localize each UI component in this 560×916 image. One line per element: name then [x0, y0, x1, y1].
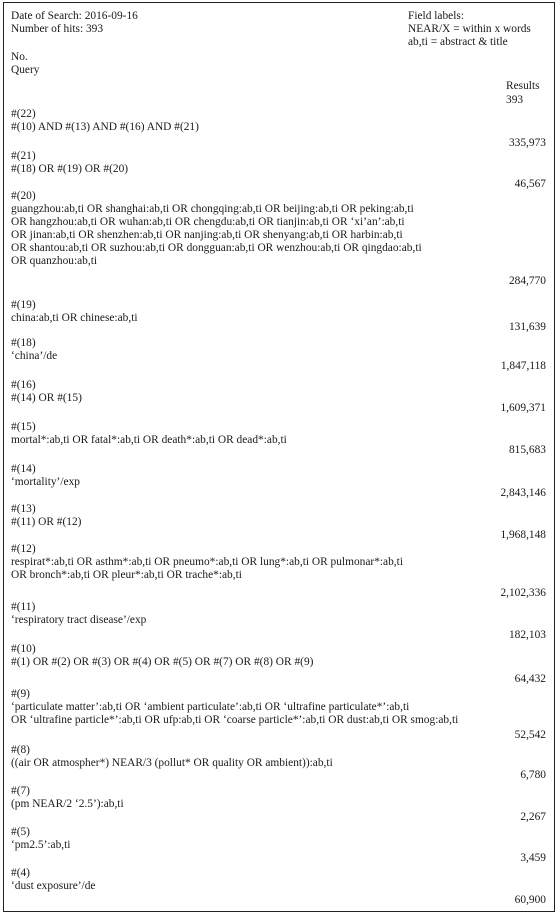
field-label-near: NEAR/X = within x words: [408, 23, 531, 35]
query-number: #(15): [11, 421, 36, 433]
query-text-line: guangzhou:ab,ti OR shanghai:ab,ti OR chongqing:ab,ti OR beijing:ab,ti OR peking:ab,ti: [11, 203, 414, 215]
query-text-line: #(14) OR #(15): [11, 392, 82, 404]
query-number: #(8): [11, 744, 30, 756]
result-count: 131,639: [508, 321, 546, 333]
field-labels-title: Field labels:: [408, 10, 464, 22]
result-count: 6,780: [520, 769, 546, 781]
query-number: #(18): [11, 337, 36, 349]
result-count: 2,267: [520, 811, 546, 823]
result-count: 1,968,148: [500, 529, 546, 541]
query-text-line: respirat*:ab,ti OR asthm*:ab,ti OR pneumo*:ab,ti OR lung*:ab,ti OR pulmonar*:ab,ti: [11, 556, 403, 568]
query-number: #(14): [11, 463, 36, 475]
query-text-line: ‘dust exposure’/de: [11, 880, 96, 892]
result-count: 52,542: [514, 729, 546, 741]
column-header-no: No.: [11, 51, 28, 63]
query-number: #(4): [11, 867, 30, 879]
result-count: 284,770: [508, 275, 546, 287]
result-count: 335,973: [508, 137, 546, 149]
query-text-line: OR ‘ultrafine particle*’:ab,ti OR ufp:ab,ti OR ‘coarse particle*’:ab,ti OR dust:ab,ti OR smog:ab,ti: [11, 714, 459, 726]
result-count: 1,847,118: [500, 360, 546, 372]
result-count: 3,459: [520, 852, 546, 864]
query-text-line: china:ab,ti OR chinese:ab,ti: [11, 312, 138, 324]
result-count: 1,609,371: [500, 402, 546, 414]
result-count: 46,567: [514, 178, 546, 190]
query-text-line: (pm NEAR/2 ‘2.5’):ab,ti: [11, 798, 124, 810]
query-number: #(10): [11, 643, 36, 655]
result-count: 2,843,146: [500, 487, 546, 499]
query-number: #(19): [11, 299, 36, 311]
query-text-line: OR hangzhou:ab,ti OR wuhan:ab,ti OR chengdu:ab,ti OR tianjin:ab,ti OR ‘xi’an’:ab,ti: [11, 216, 405, 228]
query-text-line: ‘particulate matter’:ab,ti OR ‘ambient particulate’:ab,ti OR ‘ultrafine particulate*’:ab,ti: [11, 701, 410, 713]
query-number: #(11): [11, 601, 36, 613]
query-text-line: OR shantou:ab,ti OR suzhou:ab,ti OR dongguan:ab,ti OR wenzhou:ab,ti OR qingdao:ab,ti: [11, 242, 422, 254]
column-header-query: Query: [11, 64, 40, 76]
query-text-line: ‘china’/de: [11, 350, 58, 362]
query-number: #(13): [11, 503, 36, 515]
field-label-abti: ab,ti = abstract & title: [408, 36, 508, 48]
query-number: #(12): [11, 543, 36, 555]
result-count: 182,103: [508, 629, 546, 641]
number-of-hits: Number of hits: 393: [11, 23, 104, 35]
query-text-line: OR quanzhou:ab,ti: [11, 255, 98, 267]
query-text-line: #(18) OR #(19) OR #(20): [11, 163, 129, 175]
query-text-line: #(10) AND #(13) AND #(16) AND #(21): [11, 121, 199, 133]
date-of-search: Date of Search: 2016-09-16: [11, 10, 138, 22]
query-number: #(7): [11, 785, 30, 797]
result-count: 64,432: [514, 673, 546, 685]
result-count: 2,102,336: [500, 587, 546, 599]
query-text-line: #(1) OR #(2) OR #(3) OR #(4) OR #(5) OR #(7) OR #(8) OR #(9): [11, 656, 314, 668]
result-count: 815,683: [508, 444, 546, 456]
search-strategy-table: [3, 2, 555, 912]
query-number: #(22): [11, 108, 36, 120]
query-text-line: OR jinan:ab,ti OR shenzhen:ab,ti OR nanjing:ab,ti OR shenyang:ab,ti OR harbin:ab,ti: [11, 229, 403, 241]
query-text-line: ‘respiratory tract disease’/exp: [11, 614, 147, 626]
query-text-line: ((air OR atmospher*) NEAR/3 (pollut* OR quality OR ambient)):ab,ti: [11, 757, 333, 769]
query-number: #(16): [11, 379, 36, 391]
query-text-line: OR bronch*:ab,ti OR pleur*:ab,ti OR trache*:ab,ti: [11, 569, 242, 581]
query-number: #(9): [11, 688, 30, 700]
query-text-line: ‘pm2.5’:ab,ti: [11, 839, 71, 851]
query-text-line: ‘mortality’/exp: [11, 476, 80, 488]
result-count: 60,900: [514, 894, 546, 906]
result-count: 393: [506, 94, 524, 106]
query-number: #(20): [11, 190, 36, 202]
column-header-results: Results: [506, 80, 540, 92]
query-number: #(21): [11, 150, 36, 162]
query-text-line: mortal*:ab,ti OR fatal*:ab,ti OR death*:ab,ti OR dead*:ab,ti: [11, 434, 287, 446]
query-number: #(5): [11, 826, 30, 838]
query-text-line: #(11) OR #(12): [11, 516, 82, 528]
